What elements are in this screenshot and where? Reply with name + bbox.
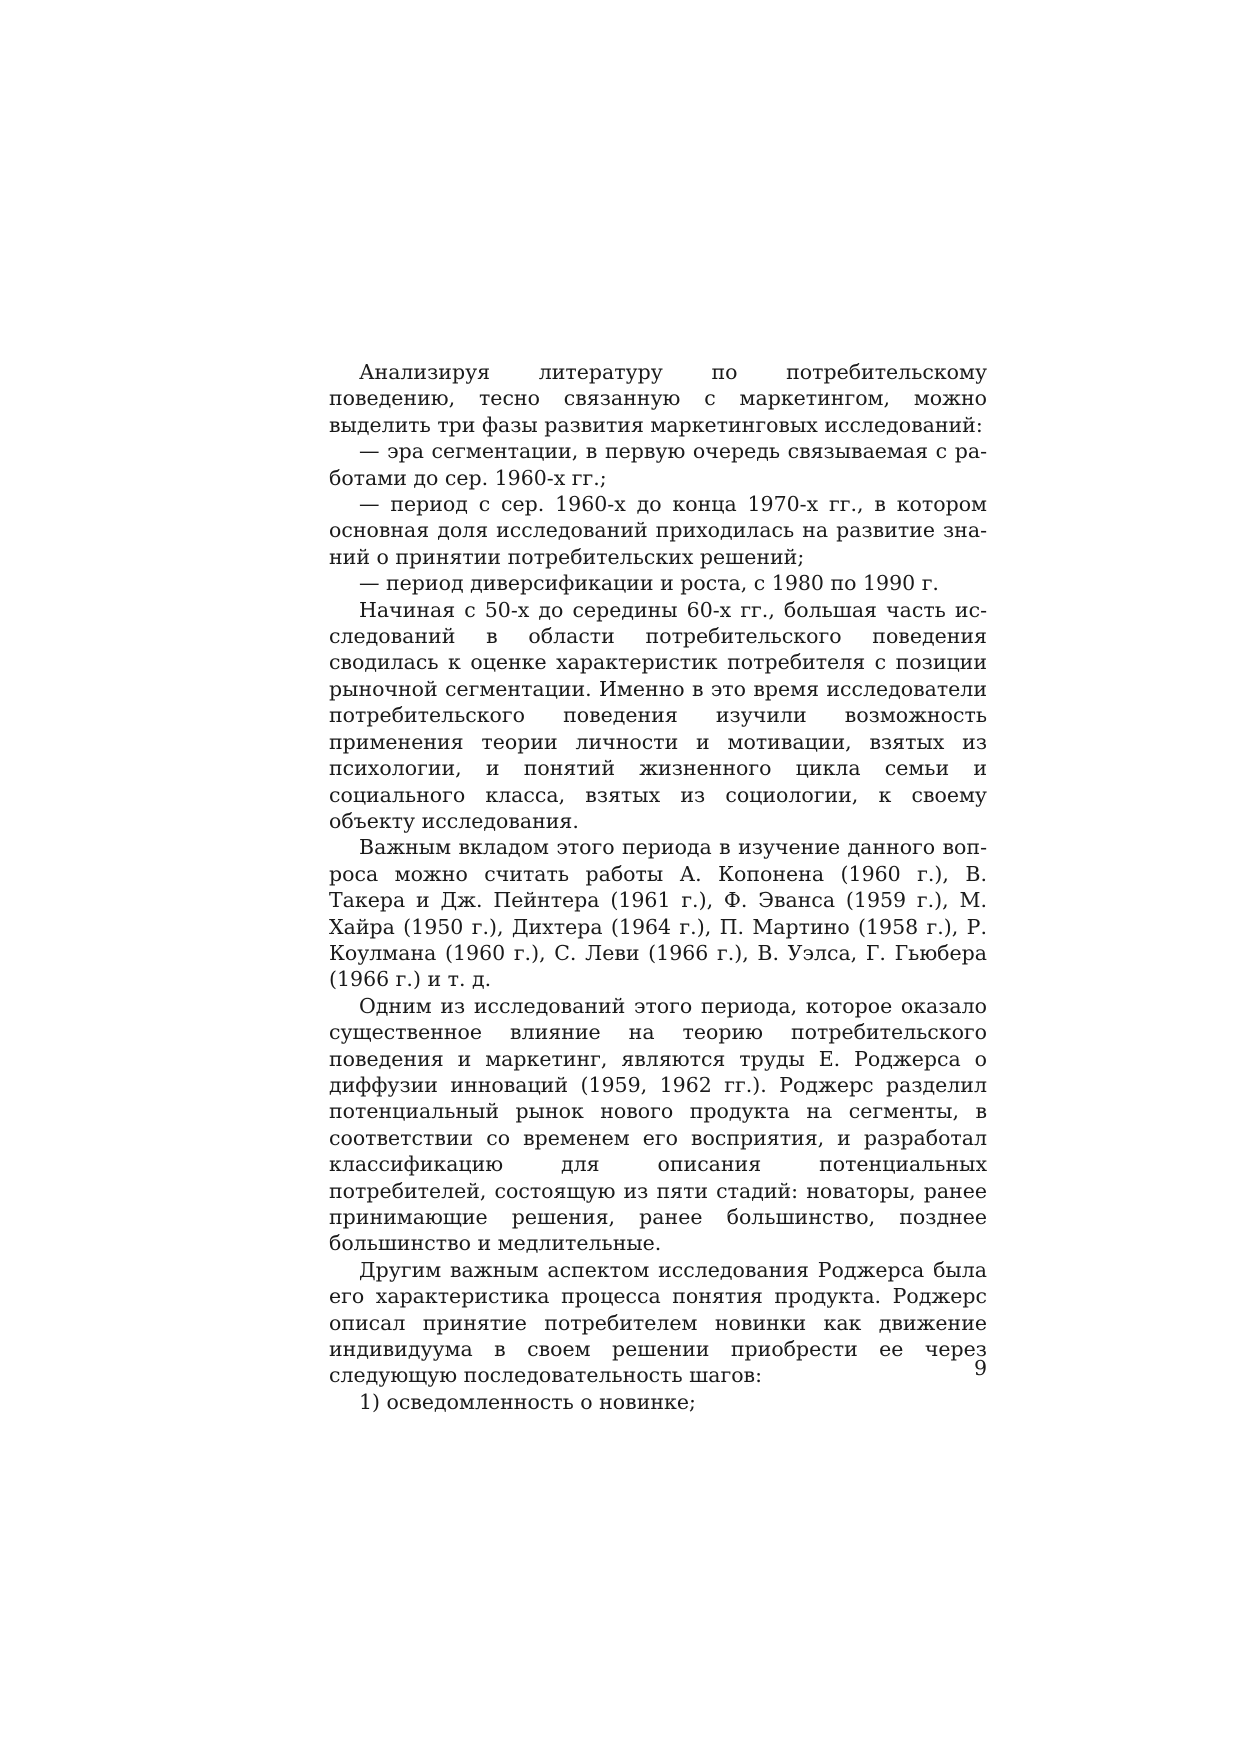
body-text [329, 359, 987, 1415]
list-item-decision-period: — период с сер. 1960-х до конца 1970-х гг., в котором основная доля исследований приходилась на развитие знаний о принятии потребительских решений; [329, 492, 987, 569]
page-number: 9 [973, 1356, 987, 1380]
paragraph-contributions: Важным вкладом этого периода в изучение данного вопроса можно считать работы А. Копонена (1960 г.), В. Такера и Дж. Пейнтера (1961 г.), Ф. Эванса (1959 г.), М. Хайра (1950 г.), Дихтера (1964 г.), П. Мартино (1958 г.), Р. Коулмана (1960 г.), С. Леви (1966 г.), В. Уэлса, Г. Гьюбера (1966 г.) и т. д. [329, 835, 987, 992]
paragraph-rogers-diffusion: Одним из исследований этого периода, которое оказало существенное влияние на теорию потребительского поведения и маркетинг, являются труды Е. Роджерса о диффузии инноваций (1959, 1962 гг.). Роджерс разделил потенциальный рынок нового продукта на сегменты, в соответствии со временем его восприятия, и разработал классификацию для описания потенциальных потребителей, состоящую из пяти стадий: новаторы, ранее принимающие решения, ранее большинство, позднее большинство и медлительные. [329, 993, 987, 1256]
paragraph-rogers-adoption: Другим важным аспектом исследования Роджерса была его характеристика процесса понятия продукта. Роджерс описал принятие потребителем новинки как движение индивидуума в своем решении приобрести ее через следующую последовательность шагов: [329, 1257, 987, 1388]
paragraph-intro: Анализируя литературу по потребительскому поведению, тесно связанную с маркетингом, можно выделить три фазы развития маркетинговых исследований: [329, 360, 987, 437]
list-item-segmentation-era: — эра сегментации, в первую очередь связываемая с работами до сер. 1960-х гг.; [329, 439, 987, 490]
paragraph-fifties-sixties: Начиная с 50-х до середины 60-х гг., большая часть исследований в области потребительского поведения сводилась к оценке характеристик потребителя с позиции рыночной сегментации. Именно в это время исследователи потребительского поведения изучили возможность применения теории личности и мотивации, взятых из психологии, и понятий жизненного цикла семьи и социального класса, взятых из социологии, к своему объекту исследования. [329, 597, 987, 833]
list-item-awareness: 1) осведомленность о новинке; [359, 1389, 696, 1414]
list-item-diversification-period: — период диверсификации и роста, с 1980 по 1990 г. [359, 571, 939, 596]
